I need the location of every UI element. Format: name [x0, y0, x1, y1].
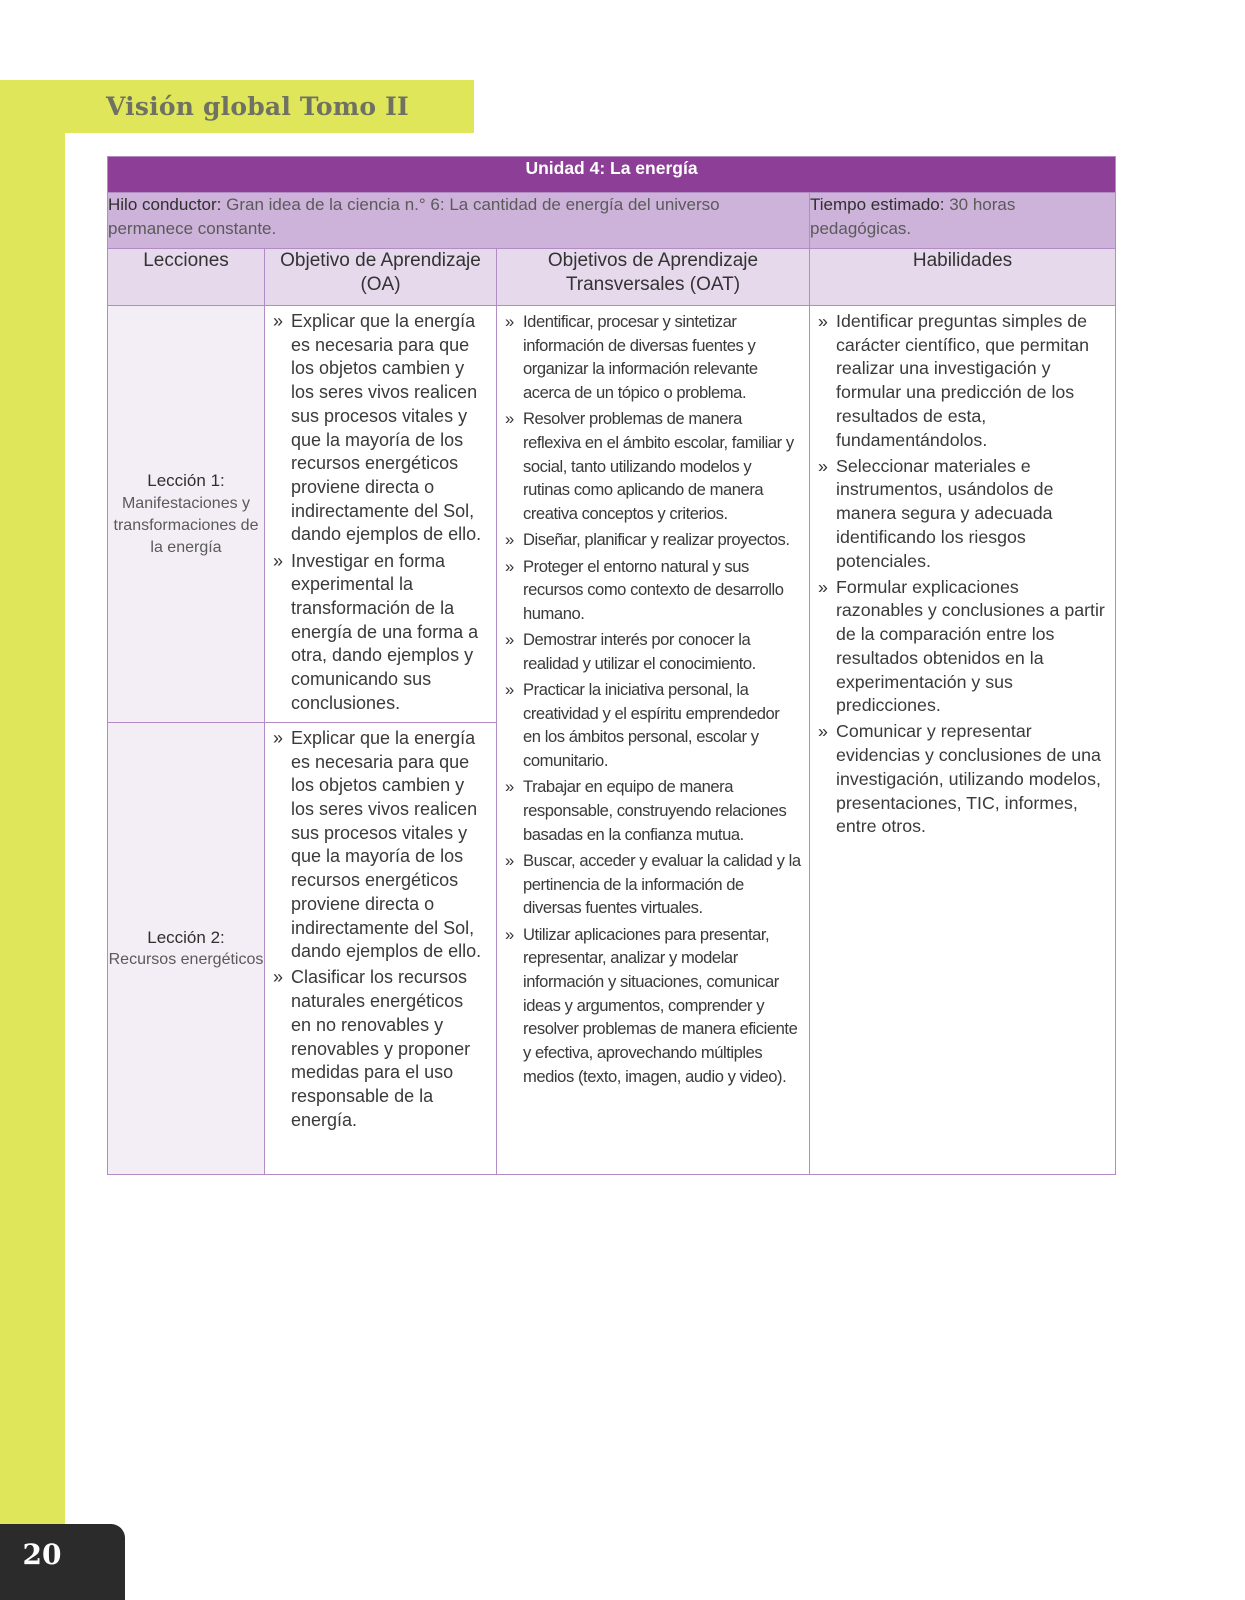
unit-plan-table: [107, 156, 1116, 1175]
bullet-icon: »: [273, 311, 284, 331]
list-item: » Formular explicaciones razonables y conclusiones a partir de la comparación entre los resultados obtenidos en la experimentación y sus predicciones.: [818, 576, 1105, 716]
col-header-oat: Objetivos de Aprendizaje Transversales (OAT): [497, 249, 810, 306]
tiempo-text: 30 horas pedagógicas.: [810, 195, 1016, 238]
lesson-2-cell: [108, 722, 265, 1174]
bullet-icon: »: [505, 630, 514, 650]
list-item: » Proteger el entorno natural y sus recursos como contexto de desarrollo humano.: [505, 556, 784, 623]
bullet-icon: »: [818, 311, 828, 331]
habilidades-list: [810, 306, 1115, 845]
lesson-1-oa-list: [265, 306, 496, 722]
page-title: Visión global Tomo II: [106, 92, 409, 121]
bullet-icon: »: [505, 924, 514, 944]
lesson-1-oa-cell: [265, 306, 497, 723]
bullet-icon: »: [818, 576, 828, 597]
bullet-icon: »: [273, 550, 284, 571]
page-number-box: [0, 1524, 125, 1600]
bullet-icon: »: [505, 312, 514, 331]
unit-meta-row: [108, 193, 1116, 249]
list-item: » Trabajar en equipo de manera responsable, construyendo relaciones basadas en la confianza mutua.: [505, 777, 787, 844]
bullet-icon: »: [505, 556, 514, 576]
tiempo-label: Tiempo estimado:: [810, 195, 945, 214]
list-item: » Explicar que la energía es necesaria para que los objetos cambien y los seres vivos realicen sus procesos vitales y que la mayoría de los recursos energéticos proviene directa o indirectamente del Sol, dando ejemplos de ello.: [273, 311, 482, 545]
lesson-2-title: Lección 2:: [147, 927, 225, 947]
list-item: » Buscar, acceder y evaluar la calidad y la pertinencia de la información de diversas fuentes virtuales.: [505, 850, 801, 918]
hilo-label: Hilo conductor:: [108, 195, 222, 214]
list-item: » Seleccionar materiales e instrumentos, usándolos de manera segura y adecuada identificando los riesgos potenciales.: [818, 455, 1054, 571]
column-header-row: [108, 249, 1116, 306]
col-header-oa: Objetivo de Aprendizaje (OA): [265, 249, 497, 306]
lesson-2-name: Recursos energéticos: [108, 951, 264, 969]
list-item: » Resolver problemas de manera reflexiva en el ámbito escolar, familiar y social, tanto utilizando modelos y rutinas como aplicando de manera creativa conceptos y criterios.: [505, 409, 794, 524]
bullet-icon: »: [818, 455, 828, 476]
lesson-2-oa-list: [265, 723, 496, 1139]
page-number: 20: [22, 1538, 62, 1571]
bullet-icon: »: [505, 409, 514, 429]
list-item: » Identificar, procesar y sintetizar información de diversas fuentes y organizar la información relevante acerca de un tópico o problema.: [505, 312, 758, 403]
unit-title-row: [108, 157, 1116, 193]
list-item: » Practicar la iniciativa personal, la creatividad y el espíritu emprendedor en los ámbitos personal, escolar y comunitario.: [505, 680, 780, 771]
list-item: » Explicar que la energía es necesaria para que los objetos cambien y los seres vivos realicen sus procesos vitales y que la mayoría de los recursos energéticos proviene directa o indirectamente del Sol, dando ejemplos de ello.: [273, 727, 482, 962]
list-item: » Demostrar interés por conocer la realidad y utilizar el conocimiento.: [505, 630, 756, 673]
col-header-habilidades: Habilidades: [810, 249, 1116, 306]
lesson-row: [108, 306, 1116, 723]
list-item: » Utilizar aplicaciones para presentar, representar, analizar y modelar información y situaciones, comunicar ideas y argumentos, comprender y resolver problemas de manera eficiente y efectiva, aprovechando múltiples medios (texto, imagen, audio y video).: [505, 924, 798, 1086]
col-header-lecciones: Lecciones: [108, 249, 265, 306]
hilo-text: Gran idea de la ciencia n.° 6: La cantidad de energía del universo permanece constante.: [108, 195, 720, 238]
list-item: » Comunicar y representar evidencias y conclusiones de una investigación, utilizando modelos, presentaciones, TIC, informes, entre otros.: [818, 721, 1101, 837]
bullet-icon: »: [505, 530, 514, 550]
lesson-1-name: Manifestaciones y transformaciones de la energía: [113, 494, 259, 556]
title-band: [0, 80, 474, 133]
bullet-icon: »: [505, 680, 514, 700]
bullet-icon: »: [505, 850, 514, 870]
lesson-1-title: Lección 1:: [147, 471, 225, 491]
unit-title: Unidad 4: La energía: [108, 157, 1116, 193]
bullet-icon: »: [273, 967, 284, 988]
bullet-icon: »: [818, 721, 828, 742]
list-item: » Identificar preguntas simples de carácter científico, que permitan realizar una investigación y formular una predicción de los resultados de esta, fundamentándolos.: [818, 311, 1090, 450]
bullet-icon: »: [273, 727, 284, 748]
side-color-band: [0, 80, 65, 1600]
habilidades-cell: [810, 306, 1116, 1175]
list-item: » Investigar en forma experimental la transformación de la energía de una forma a otra, dando ejemplos y comunicando sus conclusiones.: [273, 550, 479, 713]
lesson-1-cell: [108, 306, 265, 723]
oat-list: [497, 306, 809, 1095]
list-item: » Clasificar los recursos naturales energéticos en no renovables y renovables y proponer medidas para el uso responsable de la energía.: [273, 967, 471, 1130]
oat-cell: [497, 306, 810, 1175]
list-item: » Diseñar, planificar y realizar proyectos.: [505, 528, 801, 552]
lesson-2-oa-cell: [265, 722, 497, 1174]
hilo-conductor: [108, 193, 810, 249]
bullet-icon: »: [505, 777, 514, 797]
tiempo-estimado: [810, 193, 1116, 249]
